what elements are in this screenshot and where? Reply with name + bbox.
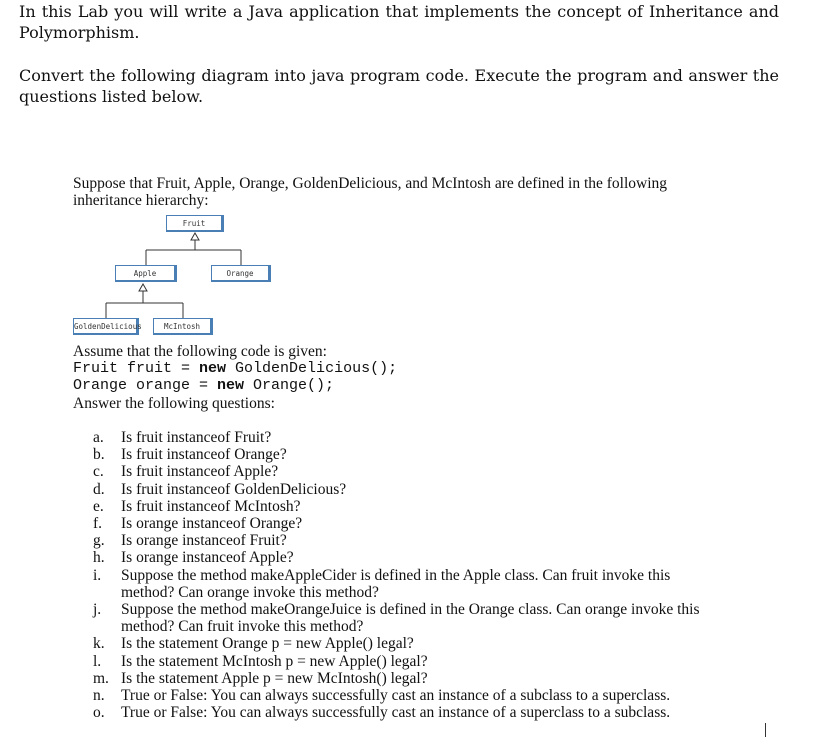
inherit-arrow-apple xyxy=(139,284,147,291)
code-line-2 xyxy=(73,377,334,394)
question-letter: h. xyxy=(93,549,105,567)
question-item xyxy=(93,635,713,652)
question-text: Is orange instanceof Orange? xyxy=(121,515,303,533)
question-item xyxy=(93,498,713,515)
question-text: Suppose the method makeOrangeJuice is defined in the Orange class. Can orange invoke this method? Can fruit invoke this method? xyxy=(121,601,700,636)
question-text: Is fruit instanceof Orange? xyxy=(121,446,287,464)
question-item xyxy=(93,532,713,549)
question-text: Suppose the method makeAppleCider is defined in the Apple class. Can fruit invoke this method? Can orange invoke this method? xyxy=(121,566,671,601)
question-text: Is fruit instanceof Fruit? xyxy=(121,429,272,446)
question-letter: e. xyxy=(93,497,104,515)
class-box-mcintosh: McIntosh xyxy=(153,318,213,335)
question-item xyxy=(93,463,713,480)
code-line-1 xyxy=(73,360,397,377)
code-line-2-decl: Orange orange = xyxy=(73,377,218,394)
question-text: Is fruit instanceof Apple? xyxy=(121,463,279,481)
question-text: Is the statement Apple p = new McIntosh() legal? xyxy=(121,669,428,687)
text-cursor xyxy=(765,723,766,737)
question-item xyxy=(93,670,713,687)
question-letter: n. xyxy=(93,687,105,705)
class-box-fruit: Fruit xyxy=(166,215,224,232)
inheritance-diagram xyxy=(60,210,290,340)
questions-intro: Answer the following questions: xyxy=(73,395,275,412)
question-letter: o. xyxy=(93,704,105,722)
question-item xyxy=(93,653,713,670)
question-letter: d. xyxy=(93,480,105,498)
question-letter: f. xyxy=(93,515,103,533)
code-line-2-keyword: new xyxy=(217,377,245,394)
question-item xyxy=(93,481,713,498)
code-line-1-decl: Fruit fruit = xyxy=(73,360,200,377)
question-letter: m. xyxy=(93,669,109,687)
question-item xyxy=(93,704,713,721)
code-line-2-rest: Orange(); xyxy=(244,377,335,394)
lab-intro: In this Lab you will write a Java application that implements the concept of Inheritance and Polymorphism. xyxy=(19,2,779,42)
question-text: True or False: You can always successfully cast an instance of a superclass to a subclass. xyxy=(121,704,671,722)
question-letter: l. xyxy=(93,652,102,670)
question-text: Is fruit instanceof GoldenDelicious? xyxy=(121,480,347,498)
question-text: Is orange instanceof Fruit? xyxy=(121,532,287,550)
question-text: Is fruit instanceof McIntosh? xyxy=(121,497,301,515)
class-box-apple: Apple xyxy=(115,265,177,282)
question-text: Is orange instanceof Apple? xyxy=(121,549,294,567)
code-intro: Assume that the following code is given: xyxy=(73,343,327,360)
question-letter: i. xyxy=(93,566,102,584)
lab-instruction: Convert the following diagram into java program code. Execute the program and answer the questions listed below. xyxy=(19,66,779,106)
hierarchy-intro: Suppose that Fruit, Apple, Orange, GoldenDelicious, and McIntosh are defined in the following inheritance hierarchy: xyxy=(73,175,668,209)
question-letter: g. xyxy=(93,532,105,550)
question-item xyxy=(93,687,713,704)
code-line-1-keyword: new xyxy=(199,360,227,377)
question-item xyxy=(93,567,713,601)
question-text: Is the statement Orange p = new Apple() legal? xyxy=(121,635,414,653)
question-text: True or False: You can always successfully cast an instance of a subclass to a superclass. xyxy=(121,687,671,705)
question-item xyxy=(93,446,713,463)
class-box-golden-delicious: GoldenDelicious xyxy=(73,318,139,335)
class-box-orange: Orange xyxy=(211,265,271,282)
inherit-arrow-fruit xyxy=(191,233,199,240)
question-text: Is the statement McIntosh p = new Apple() legal? xyxy=(121,652,428,670)
question-item xyxy=(93,549,713,566)
question-list xyxy=(93,429,713,721)
question-letter: c. xyxy=(93,463,104,481)
question-letter: j. xyxy=(93,601,102,619)
code-line-1-rest: GoldenDelicious(); xyxy=(226,360,398,377)
question-item xyxy=(93,429,713,446)
question-item xyxy=(93,601,713,635)
question-letter: a. xyxy=(93,429,104,446)
question-letter: k. xyxy=(93,635,105,653)
question-item xyxy=(93,515,713,532)
question-letter: b. xyxy=(93,446,105,464)
